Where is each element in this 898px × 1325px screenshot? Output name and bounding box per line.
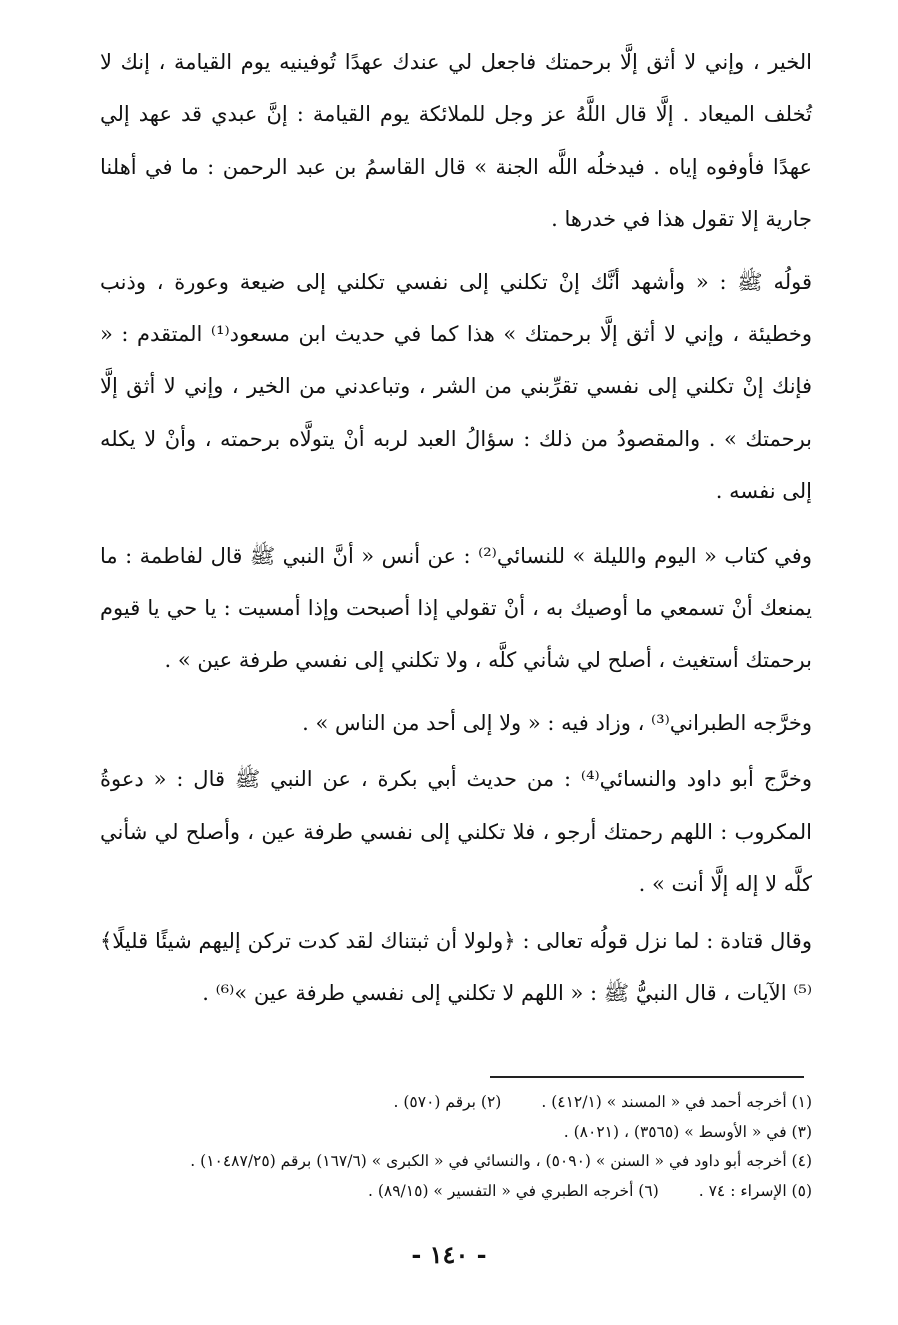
paragraph-2: قولُه ﷺ : « وأشهد أنَّك إنْ تكلني إلى نفسي تكلني إلى ضيعة وعورة ، وذنب وخطيئة ، وإني لا أثق إلَّا برحمتك » هذا كما في حديث ابن مسعود⁽¹⁾ المتقدم : « فإنك إنْ تكلني إلى نفسي تقرِّبني من الشر ، وتباعدني من الخير ، وإني لا أثق إلَّا برحمتك » . والمقصودُ من ذلك : سؤالُ العبد لربه أنْ يتولَّاه برحمته ، وأنْ لا يكله إلى نفسه . — [100, 269, 812, 504]
footnote-4: (٤) أخرجه أبو داود في « السنن » (٥٠٩٠) ، والنسائي في « الكبرى » (١٦٧/٦) برقم (١٠٤٨٧/٢٥) . — [190, 1152, 812, 1170]
footnote-separator — [490, 1076, 804, 1078]
footnote-3: (٣) في « الأوسط » (٣٥٦٥) ، (٨٠٢١) . — [563, 1122, 812, 1141]
paragraph-3: وفي كتاب « اليوم والليلة » للنسائي⁽²⁾ : عن أنس « أنَّ النبي ﷺ قال لفاطمة : ما يمنعك أنْ تسمعي ما أوصيك به ، أنْ تقولي إذا أصبحت وإذا أمسيت : يا حي يا قيوم برحمتك أستغيث ، أصلح لي شأني كلَّه ، ولا تكلني إلى نفسي طرفة عين » . — [100, 543, 812, 673]
page-number: - ١٤٠ - — [411, 1240, 487, 1269]
main-text — [100, 36, 812, 1019]
paragraph-1: الخير ، وإني لا أثق إلَّا برحمتك فاجعل لي عندك عهدًا تُوفينيه يوم القيامة ، إنك لا تُخلف الميعاد . إلَّا قال اللَّهُ عز وجل للملائكة يوم القيامة : إنَّ عبدي قد عهد إلي عهدًا فأوفوه إياه . فيدخلُه اللَّه الجنة » قال القاسمُ بن عبد الرحمن : ما في أهلنا جارية إلا تقول هذا في خدرها . — [100, 50, 812, 232]
footnote-6: (٦) أخرجه الطبري في « التفسير » (٨٩/١٥) . — [368, 1181, 659, 1200]
paragraph-4: وخرَّجه الطبراني⁽³⁾ ، وزاد فيه : « ولا إلى أحد من الناس » . — [302, 710, 812, 735]
footnote-row — [100, 1088, 812, 1118]
footnote-2: (٢) برقم (٥٧٠) . — [393, 1093, 502, 1111]
paragraph-6: وقال قتادة : لما نزل قولُه تعالى : ﴿ولولا أن ثبتناك لقد كدت تركن إليهم شيئًا قليلًا﴾⁽⁵⁾ الآيات ، قال النبيُّ ﷺ : « اللهم لا تكلني إلى نفسي طرفة عين »⁽⁶⁾ . — [100, 928, 812, 1005]
paragraph-5: وخرَّج أبو داود والنسائي⁽⁴⁾ : من حديث أبي بكرة ، عن النبي ﷺ قال : « دعوةُ المكروب : اللهم رحمتك أرجو ، فلا تكلني إلى نفسي طرفة عين ، وأصلح لي شأني كلَّه لا إله إلَّا أنت » . — [100, 767, 812, 897]
footnote-row — [100, 1177, 812, 1207]
footnotes — [100, 1088, 812, 1206]
footnote-1: (١) أخرجه أحمد في « المسند » (٤١٢/١) . — [541, 1093, 812, 1111]
footnote-5: (٥) الإسراء : ٧٤ . — [698, 1181, 812, 1200]
